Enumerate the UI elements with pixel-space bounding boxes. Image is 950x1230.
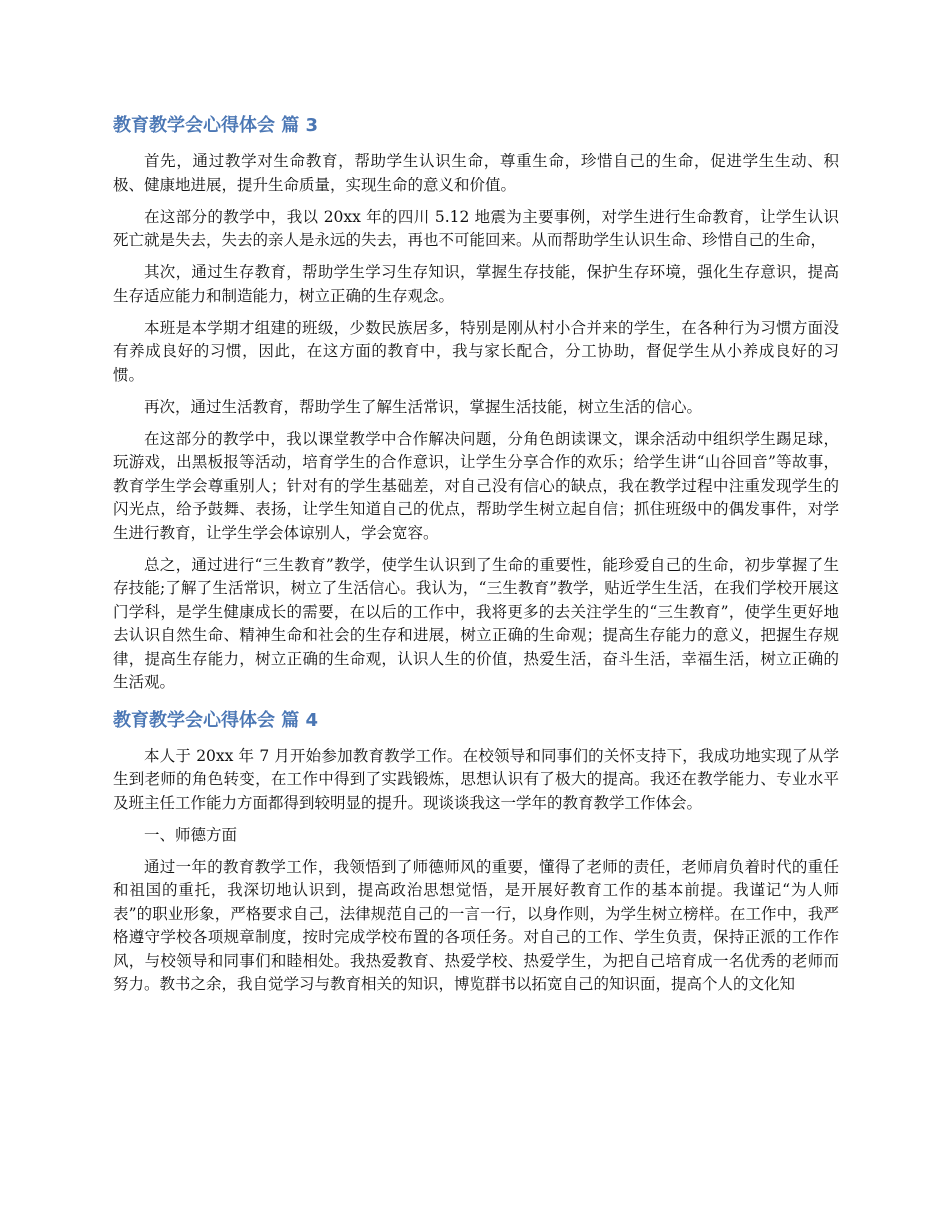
paragraph: 通过一年的教育教学工作，我领悟到了师德师风的重要，懂得了老师的责任，老师肩负着时代的重任和祖国的重托，我深切地认识到，提高政治思想觉悟，是开展好教育工作的基本前提。我谨记“为人师表”的职业形象，严格要求自己，法律规范自己的一言一行，以身作则，为学生树立榜样。在工作中，我严格遵守学校各项规章制度，按时完成学校布置的各项任务。对自己的工作、学生负责，保持正派的工作作风，与校领导和同事们和睦相处。我热爱教育、热爱学校、热爱学生，为把自己培育成一名优秀的老师而努力。教书之余，我自觉学习与教育相关的知识，博览群书以拓宽自己的知识面，提高个人的文化知 xyxy=(113,857,839,993)
paragraph: 其次，通过生存教育，帮助学生学习生存知识，掌握生存技能，保护生存环境，强化生存意识，提高生存适应能力和制造能力，树立正确的生存观念。 xyxy=(113,263,839,305)
paragraph: 本班是本学期才组建的班级，少数民族居多，特别是刚从村小合并来的学生，在各种行为习惯方面没有养成良好的习惯，因此，在这方面的教育中，我与家长配合，分工协助，督促学生从小养成良好的习惯。 xyxy=(113,318,839,384)
spacer xyxy=(113,140,839,150)
paragraph: 再次，通过生活教育，帮助学生了解生活常识，掌握生活技能，树立生活的信心。 xyxy=(144,397,703,416)
paragraph: 本人于 20xx 年 7 月开始参加教育教学工作。在校领导和同事们的关怀支持下，我成功地实现了从学生到老师的角色转变，在工作中得到了实践锻炼，思想认识有了极大的提高。我还在教学能力、专业水平及班主任工作能力方面都得到较明显的提升。现谈谈我这一学年的教育教学工作体会。 xyxy=(113,746,839,812)
document-page xyxy=(113,112,839,997)
paragraph: 在这部分的教学中，我以课堂教学中合作解决问题，分角色朗读课文，课余活动中组织学生踢足球，玩游戏，出黑板报等活动，培育学生的合作意识，让学生分享合作的欢乐；给学生讲“山谷回音”等故事，教育学生学会尊重别人；针对有的学生基础差，对自己没有信心的缺点，我在教学过程中注重发现学生的闪光点，给予鼓舞、表扬，让学生知道自己的优点，帮助学生树立起自信；抓住班级中的偶发事件，对学生进行教育，让学生学会体谅别人，学会宽容。 xyxy=(113,429,839,542)
paragraph: 总之，通过进行“三生教育”教学，使学生认识到了生命的重要性，能珍爱自己的生命，初步掌握了生存技能;了解了生活常识，树立了生活信心。我认为，“三生教育”教学，贴近学生生活，在我们学校开展这门学科，是学生健康成长的需要，在以后的工作中，我将更多的去关注学生的“三生教育”，使学生更好地去认识自然生命、精神生命和社会的生存和进展，树立正确的生命观；提高生存能力的意义，把握生存规律，提高生存能力，树立正确的生命观，认识人生的价值，热爱生活，奋斗生活，幸福生活，树立正确的生活观。 xyxy=(113,555,839,691)
paragraph: 首先，通过教学对生命教育，帮助学生认识生命，尊重生命，珍惜自己的生命，促进学生生动、积极、健康地进展，提升生命质量，实现生命的意义和价值。 xyxy=(113,152,839,194)
subheading-paragraph: 一、师德方面 xyxy=(144,825,238,844)
spacer xyxy=(113,735,839,745)
section-heading-3: 教育教学会心得体会 篇 3 xyxy=(113,115,319,136)
paragraph: 在这部分的教学中，我以 20xx 年的四川 5.12 地震为主要事例，对学生进行生命教育，让学生认识死亡就是失去，失去的亲人是永远的失去，再也不可能回来。从而帮助学生认识生命、珍惜自己的生命， xyxy=(113,207,839,249)
section-heading-4: 教育教学会心得体会 篇 4 xyxy=(113,709,319,731)
